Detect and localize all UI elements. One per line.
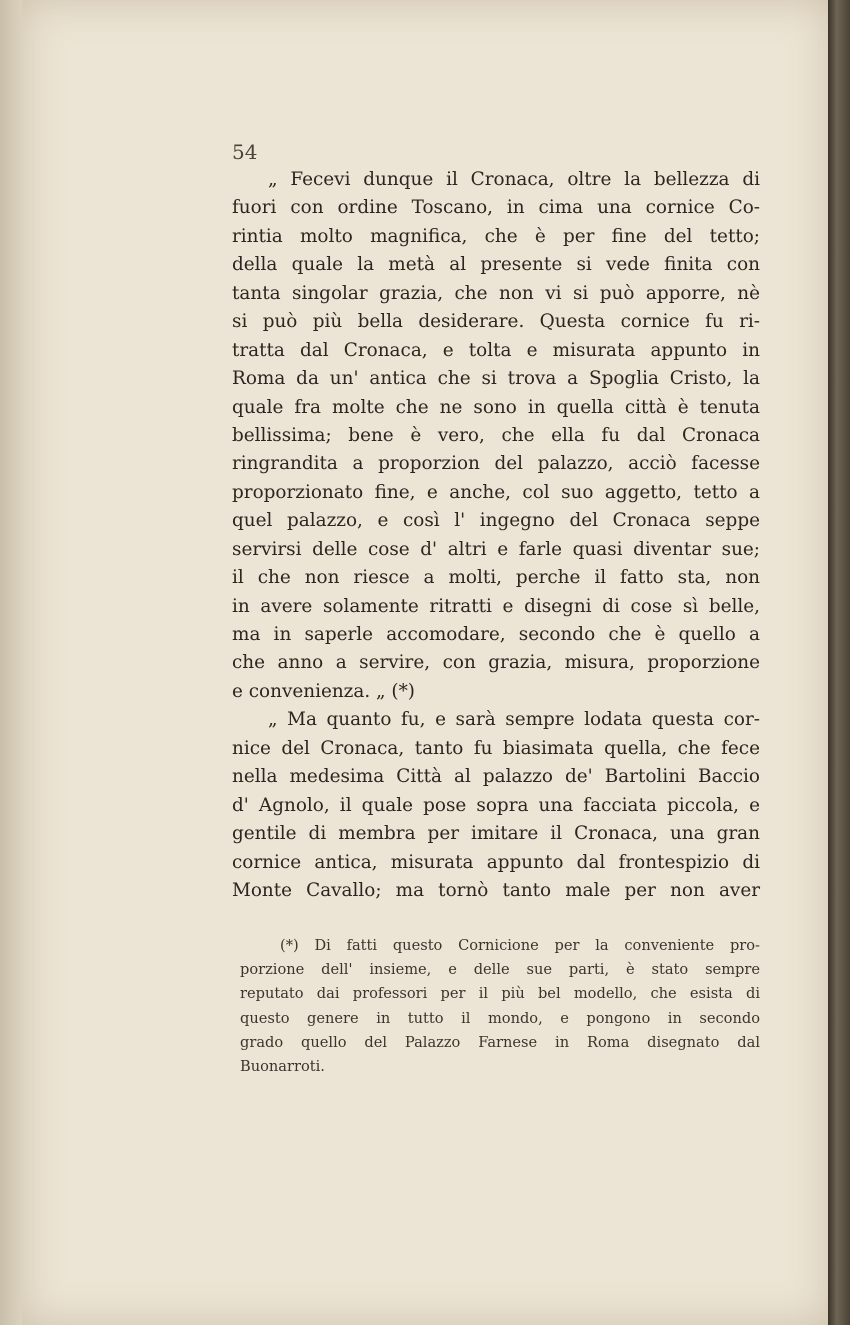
footnote-line: questo genere in tutto il mondo, e pongono in secondo	[240, 1009, 760, 1027]
text-line: il che non riesce a molti, perche il fatto sta, non	[232, 567, 760, 589]
text-line: gentile di membra per imitare il Cronaca, una gran	[232, 823, 760, 845]
text-line: bellissima; bene è vero, che ella fu dal Cronaca	[232, 424, 760, 446]
text-line: si può più bella desiderare. Questa cornice fu ri-	[232, 311, 760, 333]
text-line: della quale la metà al presente si vede finita con	[232, 254, 760, 276]
text-line: nella medesima Città al palazzo de' Bartolini Baccio	[232, 766, 760, 788]
text-line: proporzionato fine, e anche, col suo aggetto, tetto a	[232, 481, 760, 503]
text-line: fuori con ordine Toscano, in cima una cornice Co-	[232, 197, 760, 219]
footnote-line: porzione dell' insieme, e delle sue parti, è stato sempre	[240, 961, 760, 979]
text-line: ma in saperle accomodare, secondo che è quello a	[232, 624, 760, 645]
text-line: Monte Cavallo; ma tornò tanto male per non aver	[232, 879, 760, 901]
footnote-line: grado quello del Palazzo Farnese in Roma disegnato dal	[240, 1033, 760, 1051]
text-line: ringrandita a proporzion del palazzo, acciò facesse	[232, 453, 760, 475]
text-line: che anno a servire, con grazia, misura, proporzione	[232, 652, 760, 674]
text-line: rintia molto magnifica, che è per fine del tetto;	[232, 225, 760, 247]
main-text	[232, 166, 760, 905]
text-line: Roma da un' antica che si trova a Spoglia Cristo, la	[232, 368, 760, 390]
page-right-edge	[828, 0, 850, 1325]
footnote-line: reputato dai professori per il più bel modello, che esista di	[240, 985, 760, 1003]
footnote-line: (*) Di fatti questo Cornicione per la conveniente pro-	[280, 937, 760, 954]
page-number: 54	[232, 140, 258, 164]
text-line: tratta dal Cronaca, e tolta e misurata appunto in	[232, 339, 760, 361]
footnote	[240, 934, 760, 1079]
text-line: quel palazzo, e così l' ingegno del Cronaca seppe	[232, 510, 760, 532]
text-line: servirsi delle cose d' altri e farle quasi diventar sue;	[232, 538, 760, 560]
footnote-line: Buonarroti.	[240, 1057, 325, 1075]
text-line: e convenienza. „ (*)	[232, 680, 415, 702]
text-line: „ Fecevi dunque il Cronaca, oltre la bellezza di	[268, 169, 760, 190]
text-line: d' Agnolo, il quale pose sopra una facciata piccola, e	[232, 794, 760, 816]
text-line: cornice antica, misurata appunto dal frontespizio di	[232, 851, 760, 873]
text-line: in avere solamente ritratti e disegni di cose sì belle,	[232, 595, 760, 617]
text-line: „ Ma quanto fu, e sarà sempre lodata questa cor-	[268, 709, 760, 731]
text-line: quale fra molte che ne sono in quella città è tenuta	[232, 396, 760, 418]
text-line: nice del Cronaca, tanto fu biasimata quella, che fece	[232, 737, 760, 759]
text-line: tanta singolar grazia, che non vi si può apporre, nè	[232, 282, 760, 304]
page-left-edge	[0, 0, 24, 1325]
